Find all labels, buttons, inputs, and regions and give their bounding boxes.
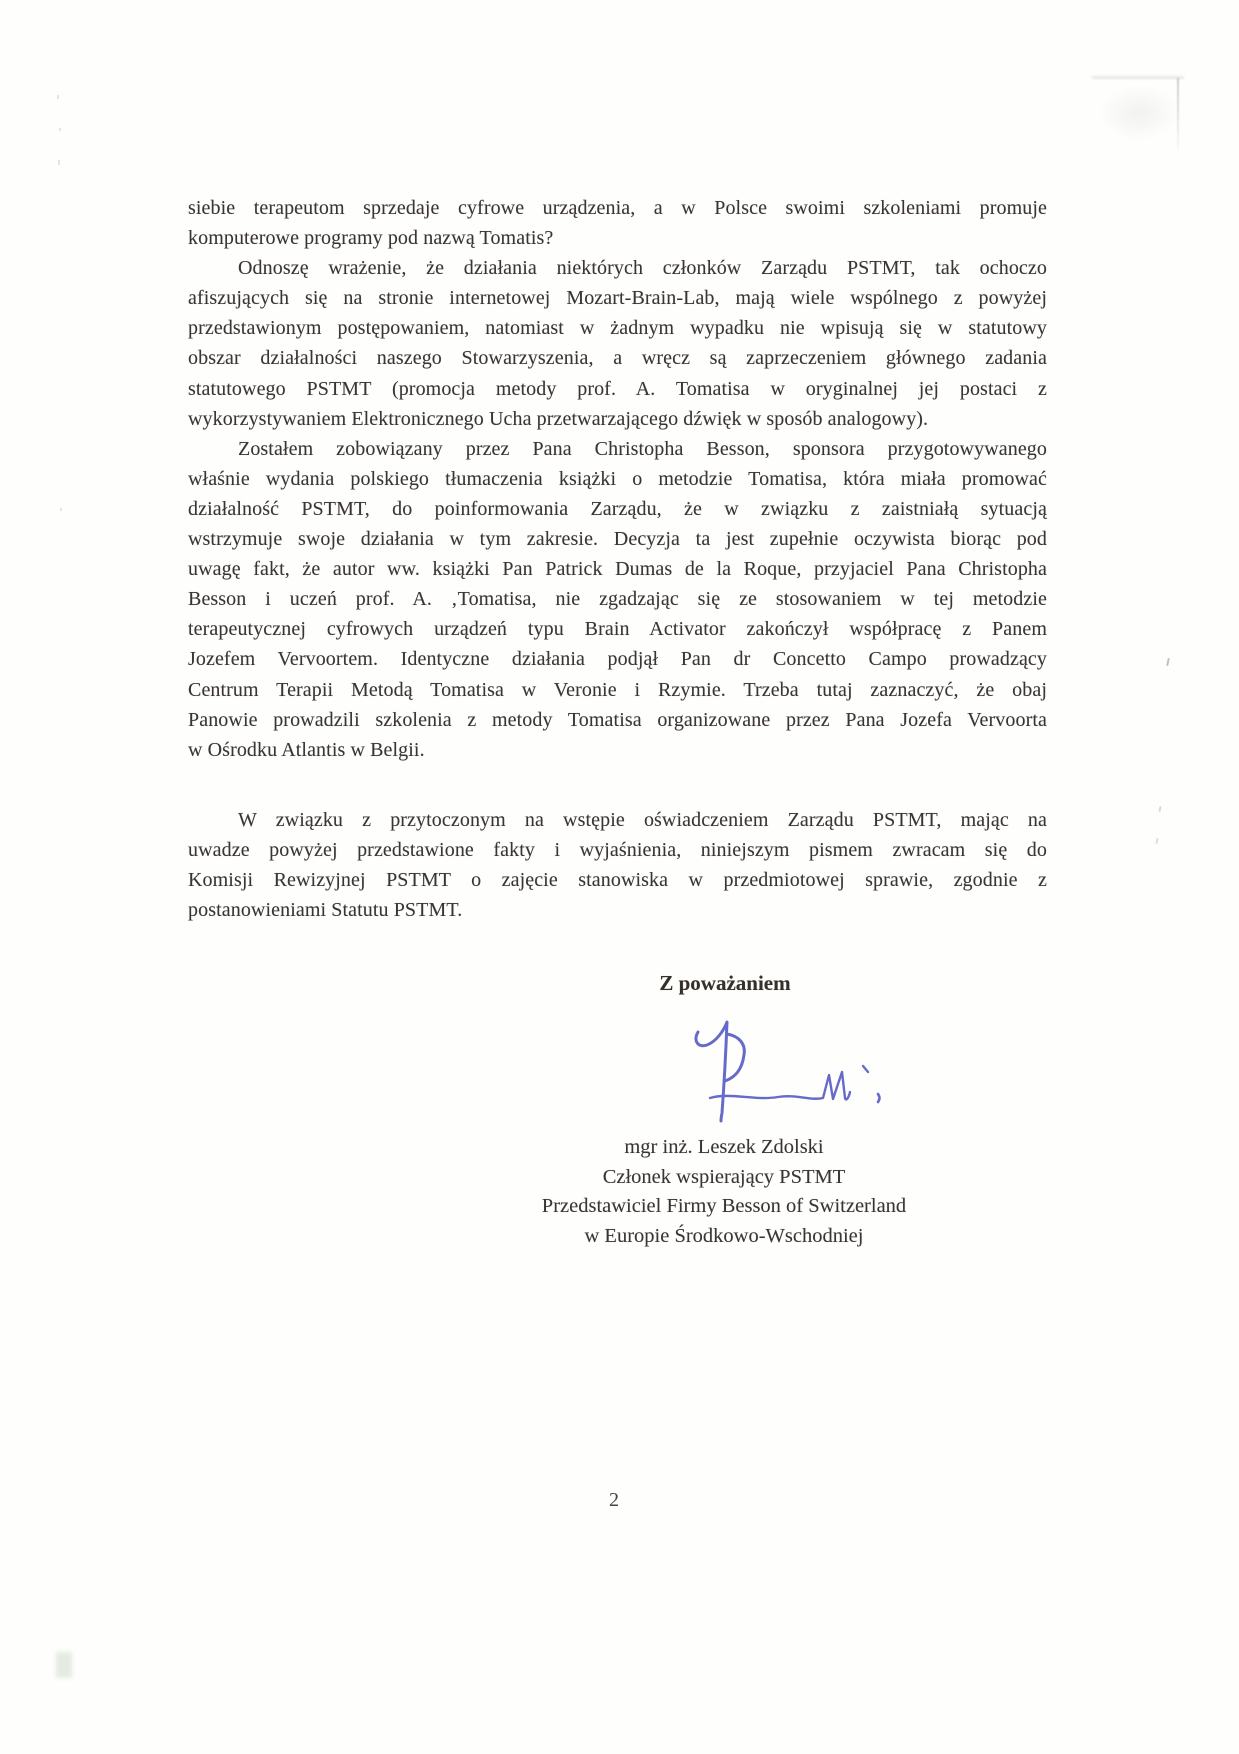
text-line: siebie terapeutom sprzedaje cyfrowe urządzenia, a w Polsce swoimi szkoleniami promuje xyxy=(188,197,1047,219)
scan-speck-artifact xyxy=(60,508,62,511)
signatory-line: Przedstawiciel Firmy Besson of Switzerland xyxy=(541,1195,907,1218)
text-line: wykorzystywaniem Elektronicznego Ucha przetwarzającego dźwięk w sposób analogowy). xyxy=(188,407,929,430)
text-line: uwadze powyżej przedstawione fakty i wyjaśnienia, niniejszym pismem zwracam się do xyxy=(188,838,1047,861)
scan-edge-artifact xyxy=(1092,76,1184,79)
paragraph xyxy=(188,805,1047,925)
scan-speck-artifact xyxy=(58,160,60,165)
text-line: uwagę fakt, że autor ww. książki Pan Patrick Dumas de la Roque, przyjaciel Pana Christopha xyxy=(188,558,1047,581)
handwritten-signature-icon xyxy=(660,1008,900,1138)
text-line: postanowieniami Statutu PSTMT. xyxy=(188,899,463,922)
text-line: statutowego PSTMT (promocja metody prof. A. Tomatisa w oryginalnej jej postaci z xyxy=(188,377,1047,400)
scan-smudge-artifact xyxy=(1098,85,1180,141)
signatory-line: Członek wspierający PSTMT xyxy=(602,1165,846,1188)
signatory-block xyxy=(424,1133,1024,1251)
scan-speck-artifact xyxy=(57,95,59,99)
text-line: Odnoszę wrażenie, że działania niektórych członków Zarządu PSTMT, tak ochoczo xyxy=(238,257,1047,280)
text-line: terapeutycznej cyfrowych urządzeń typu Brain Activator zakończył współpracę z Panem xyxy=(188,618,1047,641)
scan-speck-artifact xyxy=(1166,658,1170,666)
scan-speck-artifact xyxy=(1158,806,1161,812)
text-line: afiszujących się na stronie internetowej Mozart-Brain-Lab, mają wiele wspólnego z powyżej xyxy=(188,287,1047,310)
paragraph xyxy=(188,434,1047,765)
scan-smudge-artifact xyxy=(56,1652,72,1678)
paragraph xyxy=(188,253,1047,434)
text-line: przedstawionym postępowaniem, natomiast w żadnym wypadku nie wpisują się w statutowy xyxy=(188,317,1047,340)
text-line: komputerowe programy pod nazwą Tomatis? xyxy=(188,227,554,250)
text-line: Zostałem zobowiązany przez Pana Christopha Besson, sponsora przygotowywanego xyxy=(238,437,1047,460)
text-line: Jozefem Vervoortem. Identyczne działania podjął Pan dr Concetto Campo prowadzący xyxy=(188,648,1047,671)
text-line: Besson i uczeń prof. A. ‚Tomatisa, nie zgadzając się ze stosowaniem w tej metodzie xyxy=(188,588,1047,611)
text-line: wstrzymuje swoje działania w tym zakresie. Decyzja ta jest zupełnie oczywista biorąc pod xyxy=(188,528,1047,551)
scan-line-artifact xyxy=(1177,78,1179,150)
text-line: Komisji Rewizyjnej PSTMT o zajęcie stanowiska w przedmiotowej sprawie, zgodnie z xyxy=(188,868,1047,891)
letter-body xyxy=(188,193,1047,925)
signatory-line: mgr inż. Leszek Zdolski xyxy=(624,1136,824,1158)
text-line: Centrum Terapii Metodą Tomatisa w Veronie i Rzymie. Trzeba tutaj zaznaczyć, że obaj xyxy=(188,678,1047,701)
paragraph xyxy=(188,193,1047,253)
text-line: właśnie wydania polskiego tłumaczenia książki o metodzie Tomatisa, która miała promować xyxy=(188,467,1047,490)
text-line: działalność PSTMT, do poinformowania Zarządu, że w związku z zaistniałą sytuacją xyxy=(188,497,1047,520)
signatory-line: w Europie Środkowo-Wschodniej xyxy=(584,1224,864,1247)
text-line: Panowie prowadzili szkolenia z metody Tomatisa organizowane przez Pana Jozefa Vervoorta xyxy=(188,708,1047,731)
closing-salutation: Z poważaniem xyxy=(659,971,791,995)
text-line: W związku z przytoczonym na wstępie oświadczeniem Zarządu PSTMT, mając na xyxy=(238,808,1047,831)
text-line: obszar działalności naszego Stowarzyszenia, a wręcz są zaprzeczeniem głównego zadania xyxy=(188,347,1047,370)
scan-speck-artifact xyxy=(1155,838,1158,844)
text-line: w Ośrodku Atlantis w Belgii. xyxy=(188,738,425,761)
page-number: 2 xyxy=(609,1489,619,1511)
scan-speck-artifact xyxy=(59,128,61,131)
